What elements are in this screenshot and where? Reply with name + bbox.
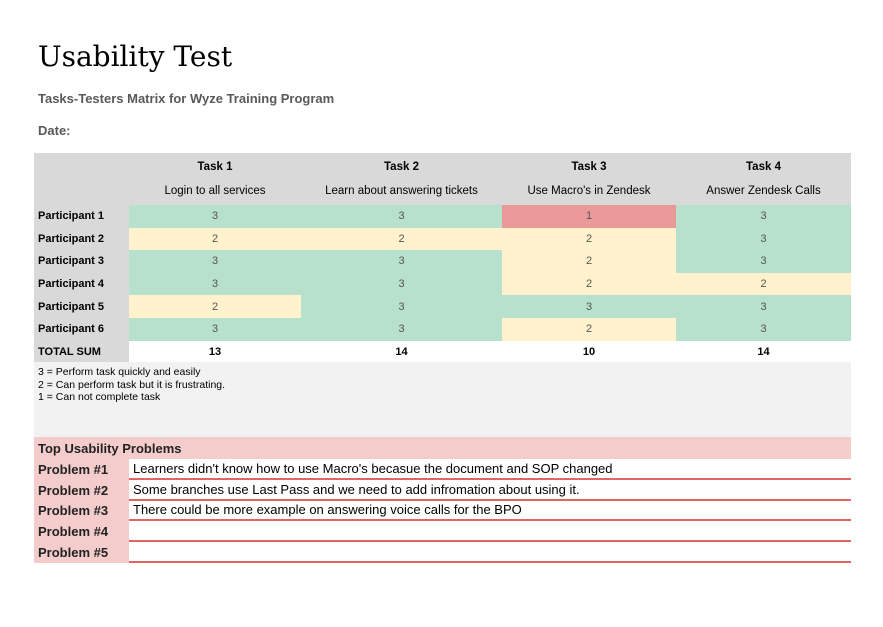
score-cell[interactable]: 2 <box>301 228 502 251</box>
total-cell[interactable]: 13 <box>129 341 301 363</box>
total-cell[interactable]: 10 <box>502 341 676 363</box>
problem-text[interactable] <box>129 521 851 542</box>
task-description-row <box>34 179 851 205</box>
task-2-description[interactable]: Learn about answering tickets <box>301 179 502 205</box>
score-cell[interactable]: 3 <box>301 295 502 318</box>
problem-text[interactable]: Some branches use Last Pass and we need to add infromation about using it. <box>129 480 851 501</box>
corner-cell <box>34 153 129 179</box>
score-cell[interactable]: 2 <box>676 273 851 296</box>
score-cell[interactable]: 3 <box>676 250 851 273</box>
task-1-description[interactable]: Login to all services <box>129 179 301 205</box>
corner-cell <box>34 179 129 205</box>
task-name-row <box>34 153 851 179</box>
score-cell[interactable]: 3 <box>301 318 502 341</box>
participant-label[interactable]: Participant 1 <box>34 205 129 228</box>
score-cell[interactable]: 2 <box>129 295 301 318</box>
participant-row <box>34 228 851 251</box>
score-cell[interactable]: 3 <box>301 273 502 296</box>
participant-label[interactable]: Participant 6 <box>34 318 129 341</box>
problem-row <box>34 480 851 501</box>
task-2-name[interactable]: Task 2 <box>301 153 502 179</box>
score-cell[interactable]: 3 <box>676 205 851 228</box>
problem-label[interactable]: Problem #4 <box>34 521 129 542</box>
participant-row <box>34 273 851 296</box>
score-cell[interactable]: 3 <box>676 318 851 341</box>
problem-row <box>34 542 851 563</box>
legend-line: 2 = Can perform task but it is frustrating. <box>38 378 226 391</box>
participant-label[interactable]: Participant 3 <box>34 250 129 273</box>
score-cell[interactable]: 3 <box>502 295 676 318</box>
participant-row <box>34 295 851 318</box>
score-cell[interactable]: 3 <box>129 273 301 296</box>
usability-problems <box>34 437 851 563</box>
participant-row <box>34 205 851 228</box>
task-3-description[interactable]: Use Macro's in Zendesk <box>502 179 676 205</box>
score-cell[interactable]: 3 <box>129 250 301 273</box>
total-label[interactable]: TOTAL SUM <box>34 341 129 363</box>
legend-line: 3 = Perform task quickly and easily <box>38 366 201 378</box>
legend-line: 1 = Can not complete task <box>38 391 161 403</box>
total-row <box>34 341 851 363</box>
task-4-name[interactable]: Task 4 <box>676 153 851 179</box>
score-cell[interactable]: 2 <box>502 250 676 273</box>
tasks-testers-matrix <box>34 153 851 363</box>
score-cell[interactable]: 3 <box>301 205 502 228</box>
page-title: Usability Test <box>38 40 233 73</box>
task-1-name[interactable]: Task 1 <box>129 153 301 179</box>
problem-label[interactable]: Problem #1 <box>34 459 129 480</box>
participant-label[interactable]: Participant 4 <box>34 273 129 296</box>
problem-label[interactable]: Problem #5 <box>34 542 129 563</box>
score-cell[interactable]: 3 <box>129 318 301 341</box>
participant-row <box>34 250 851 273</box>
participant-label[interactable]: Participant 2 <box>34 228 129 251</box>
score-cell[interactable]: 2 <box>129 228 301 251</box>
date-label: Date: <box>38 123 71 138</box>
score-cell[interactable]: 2 <box>502 273 676 296</box>
participant-label[interactable]: Participant 5 <box>34 295 129 318</box>
problem-text[interactable]: Learners didn't know how to use Macro's becasue the document and SOP changed <box>129 459 851 480</box>
score-cell[interactable]: 2 <box>502 228 676 251</box>
score-cell[interactable]: 3 <box>676 228 851 251</box>
problem-row <box>34 501 851 522</box>
task-3-name[interactable]: Task 3 <box>502 153 676 179</box>
problem-label[interactable]: Problem #3 <box>34 501 129 522</box>
problems-header[interactable]: Top Usability Problems <box>34 437 851 459</box>
problem-label[interactable]: Problem #2 <box>34 480 129 501</box>
total-cell[interactable]: 14 <box>301 341 502 363</box>
problem-row <box>34 521 851 542</box>
total-cell[interactable]: 14 <box>676 341 851 363</box>
score-cell[interactable]: 3 <box>676 295 851 318</box>
problem-text[interactable]: There could be more example on answering voice calls for the BPO <box>129 501 851 522</box>
task-4-description[interactable]: Answer Zendesk Calls <box>676 179 851 205</box>
problem-row <box>34 459 851 480</box>
score-cell[interactable]: 1 <box>502 205 676 228</box>
problem-text[interactable] <box>129 542 851 563</box>
score-cell[interactable]: 3 <box>129 205 301 228</box>
page-subtitle: Tasks-Testers Matrix for Wyze Training Program <box>38 91 335 106</box>
participant-row <box>34 318 851 341</box>
score-cell[interactable]: 2 <box>502 318 676 341</box>
score-legend[interactable] <box>34 362 851 437</box>
score-cell[interactable]: 3 <box>301 250 502 273</box>
